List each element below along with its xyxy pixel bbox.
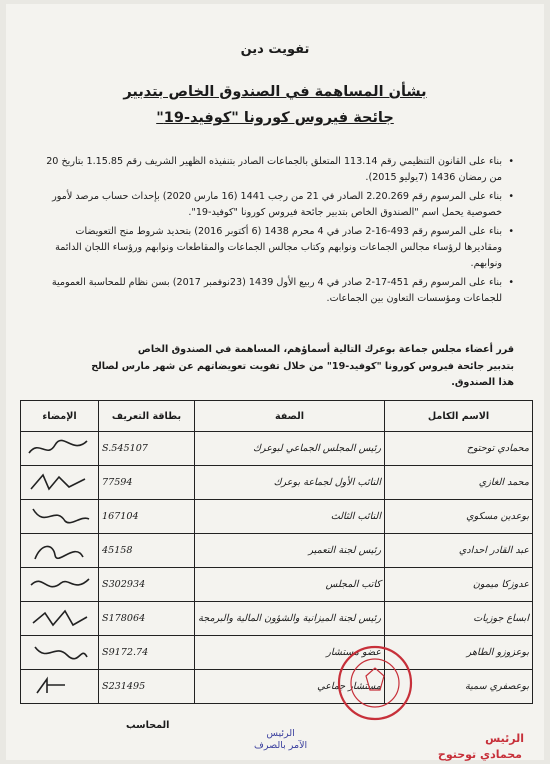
table-row	[21, 670, 533, 704]
member-role: عضو مستشار	[195, 636, 385, 670]
document-page	[6, 4, 544, 760]
member-role: رئيس المجلس الجماعي لبوعرك	[195, 432, 385, 466]
signature-scribble	[25, 537, 95, 563]
declaration-line: قرر أعضاء مجلس جماعة بوعرك التالية أسماؤهم، المساهمة في الصندوق الخاص	[137, 344, 514, 355]
official-seal	[336, 644, 414, 722]
member-role: النائب الثالث	[195, 500, 385, 534]
member-signature	[21, 568, 99, 602]
table-row	[21, 534, 533, 568]
table-row	[21, 602, 533, 636]
header-id-card: بطاقة التعريف	[99, 401, 195, 432]
member-signature	[21, 602, 99, 636]
signature-scribble	[25, 571, 95, 597]
members-table	[20, 400, 533, 704]
header-role: الصفة	[195, 401, 385, 432]
member-id-card: 45158	[99, 534, 195, 568]
header-signature: الإمضاء	[21, 401, 99, 432]
accountant-label: المحاسب	[126, 720, 170, 731]
member-id-card: 77594	[99, 466, 195, 500]
premise-item: • بناء على المرسوم رقم 493-16-2 صادر في 4 محرم 1438 (6 أكتوبر 2016) بتحديد شروط منح التعويضات ومقاديرها لرؤساء مجالس الجماعات ونوابهم وكتاب مجالس الجماعات والمقاطعات ونوابهم ورؤساء اللجان الدائمة ونوابهم.	[40, 224, 514, 272]
declaration-line: بتدبير جائحة فيروس كورونا "كوفيد-19" من خلال تفويت تعويضاتهم عن شهر مارس لصالح	[91, 360, 514, 372]
header-name: الاسم الكامل	[385, 401, 533, 432]
document-title: تفويت دين	[240, 42, 310, 57]
member-name: عدوزكا ميمون	[385, 568, 533, 602]
member-signature	[21, 432, 99, 466]
declaration-paragraph	[40, 342, 514, 392]
table-row	[21, 500, 533, 534]
member-role: كاتب المجلس	[195, 568, 385, 602]
premise-item: • بناء على المرسوم رقم 2.20.269 الصادر في 21 من رجب 1441 (16 مارس 2020) بإحداث حساب مرصد لأمور خصوصية يحمل اسم "الصندوق الخاص بتدبير جائحة فيروس كورونا "كوفيد-19".	[40, 189, 514, 221]
member-signature	[21, 670, 99, 704]
member-name: بوعدين مسكوي	[385, 500, 533, 534]
member-signature	[21, 466, 99, 500]
member-signature	[21, 636, 99, 670]
signature-scribble	[25, 435, 95, 461]
member-role: مستشار جماعي	[195, 670, 385, 704]
table-row	[21, 568, 533, 602]
member-signature	[21, 500, 99, 534]
signature-scribble	[25, 639, 95, 665]
signature-scribble	[25, 673, 95, 699]
member-signature	[21, 534, 99, 568]
member-name: بوعصفري سمية	[385, 670, 533, 704]
chairman-stamp	[254, 728, 307, 752]
table-row	[21, 636, 533, 670]
premise-item: • بناء على المرسوم رقم 451-17-2 صادر في 4 ربيع الأول 1439 (23نوفمبر 2017) بسن نظام للمحاسبة العمومية للجماعات ومؤسسات التعاون بين الجماعات.	[40, 275, 514, 307]
member-name: عبد القادر احدادي	[385, 534, 533, 568]
stamp-line: الآمر بالصرف	[254, 740, 308, 751]
signature-scribble	[25, 469, 95, 495]
premises-list	[40, 154, 514, 310]
signature-scribble	[25, 503, 95, 529]
table-row	[21, 466, 533, 500]
subject-line-2: جائحة فيروس كورونا "كوفيد-19"	[156, 110, 394, 126]
premise-item: • بناء على القانون التنظيمي رقم 113.14 المتعلق بالجماعات الصادر بتنفيذه الظهير الشريف رقم 1.15.85 بتاريخ 20 من رمضان 1436 (7يوليو 2015).	[40, 154, 514, 186]
member-name: محمادي توحتوح	[385, 432, 533, 466]
member-id-card: 167104	[99, 500, 195, 534]
table-header-row	[21, 401, 533, 432]
member-id-card: S231495	[99, 670, 195, 704]
table-row	[21, 432, 533, 466]
chairman-label: الرئيس	[485, 732, 524, 745]
member-role: النائب الأول لجماعة بوعرك	[195, 466, 385, 500]
member-id-card: S178064	[99, 602, 195, 636]
member-id-card: S.545107	[99, 432, 195, 466]
declaration-line: هذا الصندوق.	[451, 377, 514, 388]
chairman-name: محمادي توحتوح	[437, 748, 522, 761]
member-name: بوعزوزو الطاهر	[385, 636, 533, 670]
stamp-line: الرئيس	[266, 728, 295, 739]
member-id-card: S9172.74	[99, 636, 195, 670]
member-id-card: S302934	[99, 568, 195, 602]
member-role: رئيس لجنة الميزانية والشؤون المالية والبرمجة	[195, 602, 385, 636]
member-name: ابساع جوزيات	[385, 602, 533, 636]
signature-scribble	[25, 605, 95, 631]
member-name: محمد الغازي	[385, 466, 533, 500]
subject-line-1: بشأن المساهمة في الصندوق الخاص بتدبير	[123, 84, 427, 100]
member-role: رئيس لجنة التعمير	[195, 534, 385, 568]
